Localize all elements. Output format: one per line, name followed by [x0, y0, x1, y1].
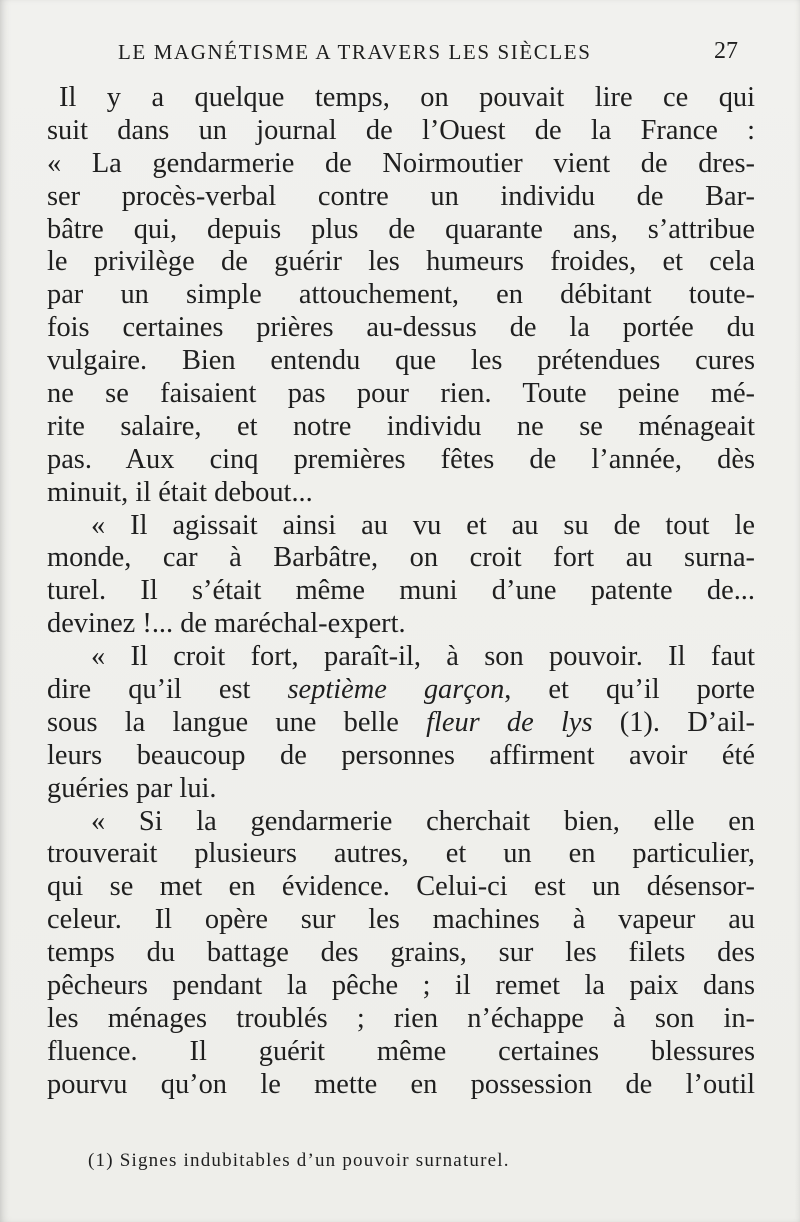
- text-line: guéries par lui.: [47, 772, 217, 804]
- body-text: [47, 82, 755, 1102]
- text-line: « La gendarmerie de Noirmoutier vient de dres-: [47, 147, 755, 179]
- text-line: monde, car à Barbâtre, on croit fort au surna-: [47, 542, 755, 574]
- text-line: par un simple attouchement, en débitant toute-: [47, 279, 755, 311]
- text-line: dire qu’il est septième garçon, et qu’il porte: [47, 674, 755, 706]
- italic-text: septième garçon: [287, 674, 505, 706]
- text-line: rite salaire, et notre individu ne se ménageait: [47, 410, 755, 442]
- text-line: devinez !... de maréchal-expert.: [47, 608, 406, 640]
- text-line: « Si la gendarmerie cherchait bien, elle en: [91, 805, 755, 837]
- page-number: 27: [714, 38, 738, 64]
- text-line: pourvu qu’on le mette en possession de l’outil: [47, 1068, 755, 1100]
- text-line: Il y a quelque temps, on pouvait lire ce qui: [59, 82, 755, 113]
- text-line: ser procès-verbal contre un individu de Bar-: [47, 180, 755, 212]
- text-line: leurs beaucoup de personnes affirment avoir été: [47, 739, 755, 771]
- text-line: vulgaire. Bien entendu que les prétendues cures: [47, 345, 755, 377]
- text-line: le privilège de guérir les humeurs froides, et cela: [47, 246, 755, 278]
- text-line: pas. Aux cinq premières fêtes de l’année, dès: [47, 443, 755, 475]
- text-line: turel. Il s’était même muni d’une patente de...: [47, 575, 755, 607]
- footnote: (1) Signes indubitables d’un pouvoir surnaturel.: [88, 1150, 510, 1171]
- running-header: [118, 40, 738, 72]
- text-line: fois certaines prières au-dessus de la portée du: [47, 312, 755, 344]
- text-line: suit dans un journal de l’Ouest de la France :: [47, 114, 755, 146]
- text-line: trouverait plusieurs autres, et un en particulier,: [47, 838, 755, 870]
- text-line: bâtre qui, depuis plus de quarante ans, s’attribue: [47, 213, 755, 245]
- text-line: les ménages troublés ; rien n’échappe à son in-: [47, 1002, 755, 1034]
- running-title: LE MAGNÉTISME A TRAVERS LES SIÈCLES: [118, 40, 592, 64]
- text-line: minuit, il était debout...: [47, 476, 313, 508]
- text-line: ne se faisaient pas pour rien. Toute peine mé-: [47, 378, 755, 410]
- text-line: celeur. Il opère sur les machines à vapeur au: [47, 904, 755, 936]
- text-line: « Il croit fort, paraît-il, à son pouvoir. Il faut: [91, 641, 755, 673]
- italic-text: fleur de lys: [426, 706, 593, 738]
- text-line: qui se met en évidence. Celui-ci est un désensor-: [47, 871, 755, 903]
- text-line: temps du battage des grains, sur les filets des: [47, 937, 755, 969]
- text-line: fluence. Il guérit même certaines blessures: [47, 1035, 755, 1067]
- text-line: pêcheurs pendant la pêche ; il remet la paix dans: [47, 970, 755, 1002]
- text-line: sous la langue une belle fleur de lys (1). D’ail-: [47, 706, 755, 738]
- text-line: « Il agissait ainsi au vu et au su de tout le: [91, 509, 755, 541]
